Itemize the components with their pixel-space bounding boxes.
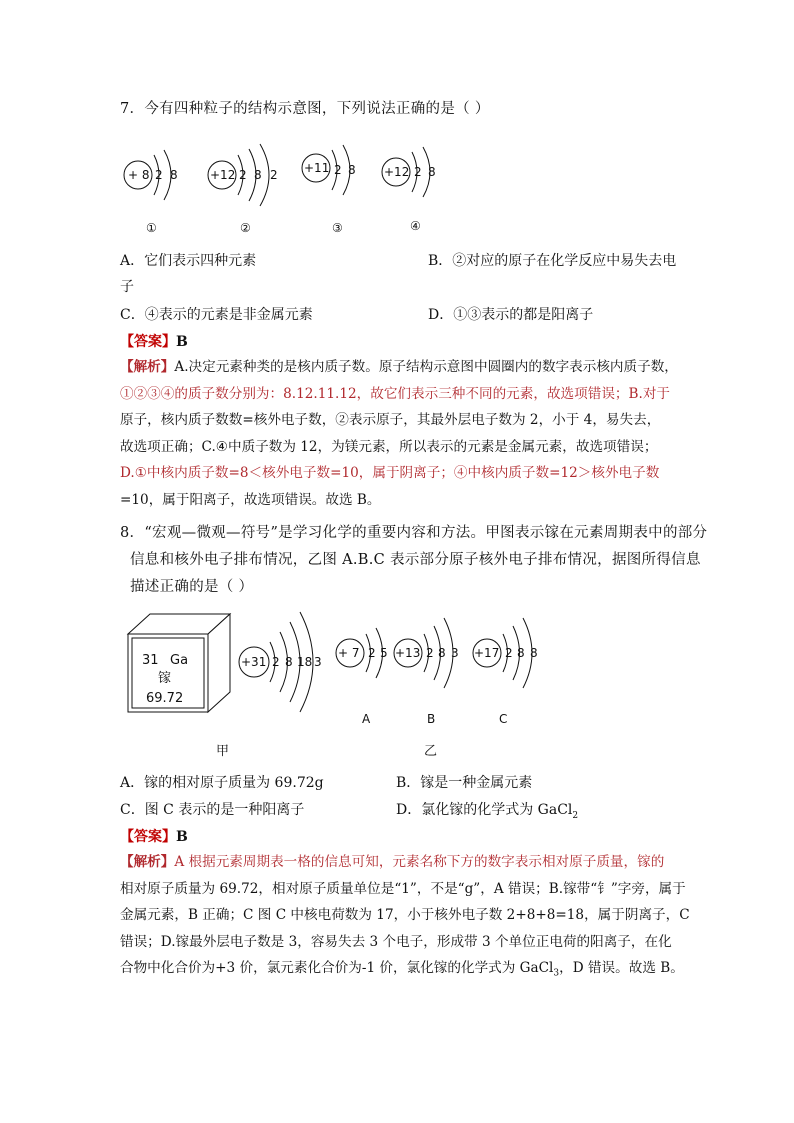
gallium-element-card <box>120 612 240 722</box>
q7-p4-shell-1: 2 <box>414 165 422 179</box>
q8-number: 8． <box>120 525 145 541</box>
ga-shell-4: 3 <box>314 655 322 669</box>
q8-stem-line-2: 信息和核外电子排布情况，乙图 A.B.C 表示部分原子核外电子排布情况，据图所得信息 <box>130 552 701 568</box>
q7-p3-shell-2: 8 <box>348 163 356 177</box>
q7-exp-line-5: D.①中核内质子数=8＜核外电子数=10，属于阴离子；④中核内质子数=12＞核外电子数 <box>120 465 660 481</box>
q7-p2-shell-3: 2 <box>270 168 278 182</box>
q7-p3-nucleus: +11 <box>304 161 330 175</box>
q7-particle-1 <box>124 150 178 235</box>
q7-p2-nucleus: +12 <box>210 168 236 182</box>
atom-a-shell-1: 2 <box>368 646 376 660</box>
q8-option-b: B．镓是一种金属元素 <box>396 775 533 791</box>
q7-option-d: D．①③表示的都是阳离子 <box>428 307 594 323</box>
q7-exp-line-3: 原子，核内质子数数=核外电子数，②表示原子，其最外层电子数为 2，小于 4，易失去， <box>120 412 661 428</box>
atom-c-shell-1: 2 <box>505 646 513 660</box>
q7-p4-label: ④ <box>410 219 421 233</box>
q7-option-c: C．④表示的元素是非金属元素 <box>120 307 313 323</box>
q7-exp-line-4: 故选项正确；C.④中质子数为 12，为镁元素，所以表示的元素是金属元素，故选项错误； <box>120 438 658 455</box>
q7-exp-line-6: =10，属于阳离子，故选项错误。故选 B。 <box>120 491 381 508</box>
q8-answer-label: 【答案】 <box>120 829 176 845</box>
q8-exp-line-5 <box>120 955 690 987</box>
q8-answer <box>120 826 188 846</box>
q8-exp-line-3: 金属元素，B 正确；C 图 C 中核电荷数为 17，小于核外电子数 2+8+8=18，属于阴离子，C <box>120 907 690 923</box>
gallium-atom-structure <box>232 596 342 726</box>
q8-option-a: A．镓的相对原子质量为 69.72g <box>120 775 324 791</box>
q7-p3-label: ③ <box>332 221 343 235</box>
atom-c-shell-2: 8 <box>517 646 525 660</box>
atom-a <box>336 628 388 726</box>
atom-a-shell-2: 5 <box>380 646 388 660</box>
atom-c-shell-3: 8 <box>530 646 538 660</box>
q7-particle-2 <box>208 144 278 235</box>
ga-shell-1: 2 <box>272 655 280 669</box>
q8-option-d <box>396 799 578 821</box>
figure-label-jia: 甲 <box>216 744 230 759</box>
q8-exp-line-2: 相对原子质量为 69.72，相对原子质量单位是“1”，不是“g”，A 错误；B.镓带“钅”字旁，属于 <box>120 880 686 897</box>
atom-b-label: B <box>427 712 436 726</box>
q8-exp-line-4: 错误；D.镓最外层电子数是 3，容易失去 3 个电子，形成带 3 个单位正电荷的阳离子，在化 <box>120 933 672 950</box>
q8-option-d-sub: 2 <box>572 810 579 821</box>
q7-p4-nucleus: +12 <box>384 165 410 179</box>
q7-explanation-label: 【解析】 <box>120 359 175 375</box>
ga-shell-3: 18 <box>297 655 313 669</box>
q7-particle-diagrams <box>118 140 478 240</box>
q7-particle-4 <box>382 147 436 233</box>
q7-p1-label: ① <box>146 221 157 235</box>
atom-b-shell-2: 8 <box>438 646 446 660</box>
element-atomic-number: 31 <box>142 653 159 668</box>
q8-exp-line-5-text: 合物中化合价为+3 价，氯元素化合价为-1 价，氯化镓的化学式为 GaCl <box>120 960 554 976</box>
atom-c-label: C <box>499 712 508 726</box>
q8-explanation-label: 【解析】 <box>120 854 175 870</box>
q7-option-a: A．它们表示四种元素 <box>120 253 257 269</box>
q8-stem-line-1: “宏观—微观—符号”是学习化学的重要内容和方法。甲图表示镓在元素周期表中的部分 <box>144 525 708 541</box>
q7-exp-line-1: A.决定元素种类的是核内质子数。原子结构示意图中圆圈内的数字表示核内质子数， <box>174 359 678 375</box>
q7-p3-shell-1: 2 <box>334 163 342 177</box>
q7-option-b: B．②对应的原子在化学反应中易失去电 <box>428 253 677 269</box>
q7-number: 7． <box>120 101 145 117</box>
q7-exp-line-2: ①②③④的质子数分别为：8.12.11.12，故它们表示三种不同的元素，故选项错误；B.对于 <box>120 385 670 402</box>
ga-shell-2: 8 <box>285 655 293 669</box>
q8-stem <box>120 520 707 601</box>
q8-exp-line-5-tail: ，D 错误。故选 B。 <box>559 960 684 976</box>
q7-p2-shell-2: 8 <box>254 168 262 182</box>
q8-option-c: C．图 C 表示的是一种阳离子 <box>120 802 305 818</box>
q7-answer-label: 【答案】 <box>120 334 176 350</box>
element-symbol: Ga <box>170 653 189 668</box>
q7-p4-shell-2: 8 <box>428 165 436 179</box>
ga-nucleus: +31 <box>241 655 267 669</box>
q7-answer <box>120 331 188 351</box>
q7-option-b-wrap: 子 <box>120 279 134 295</box>
element-name: 镓 <box>158 671 172 686</box>
atom-b-shell-1: 2 <box>426 646 434 660</box>
q8-stem-line-3: 描述正确的是（ ） <box>130 579 254 595</box>
q8-exp-line-1: A 根据元素周期表一格的信息可知，元素名称下方的数字表示相对原子质量，镓的 <box>174 854 665 870</box>
atom-b-nucleus: +13 <box>395 646 421 660</box>
q7-p2-label: ② <box>240 221 251 235</box>
q7-answer-value: B <box>176 334 188 350</box>
element-mass: 69.72 <box>146 691 184 706</box>
figure-label-yi: 乙 <box>424 744 438 759</box>
atom-b-shell-3: 3 <box>451 646 459 660</box>
q7-particle-3 <box>302 145 356 235</box>
atom-b <box>394 618 459 726</box>
atom-a-nucleus: + 7 <box>338 646 360 660</box>
q7-explanation <box>120 354 678 513</box>
atom-a-label: A <box>362 712 371 726</box>
q8-answer-value: B <box>176 829 188 845</box>
atom-c-nucleus: +17 <box>474 646 500 660</box>
q7-p1-shell-2: 8 <box>170 168 178 182</box>
q8-exp-line-5-sub: 3 <box>553 968 560 979</box>
q7-p2-shell-1: 2 <box>239 168 247 182</box>
q8-explanation <box>120 849 690 987</box>
q7-p1-shell-1: 2 <box>155 168 163 182</box>
q8-option-d-text: D．氯化镓的化学式为 GaCl <box>396 802 573 818</box>
atoms-abc-diagram <box>330 610 570 730</box>
q7-stem-text: 今有四种粒子的结构示意图，下列说法正确的是（ ） <box>144 101 490 117</box>
q7-p1-nucleus: + 8 <box>128 168 150 182</box>
atom-c <box>473 618 538 726</box>
q7-stem <box>120 97 490 118</box>
